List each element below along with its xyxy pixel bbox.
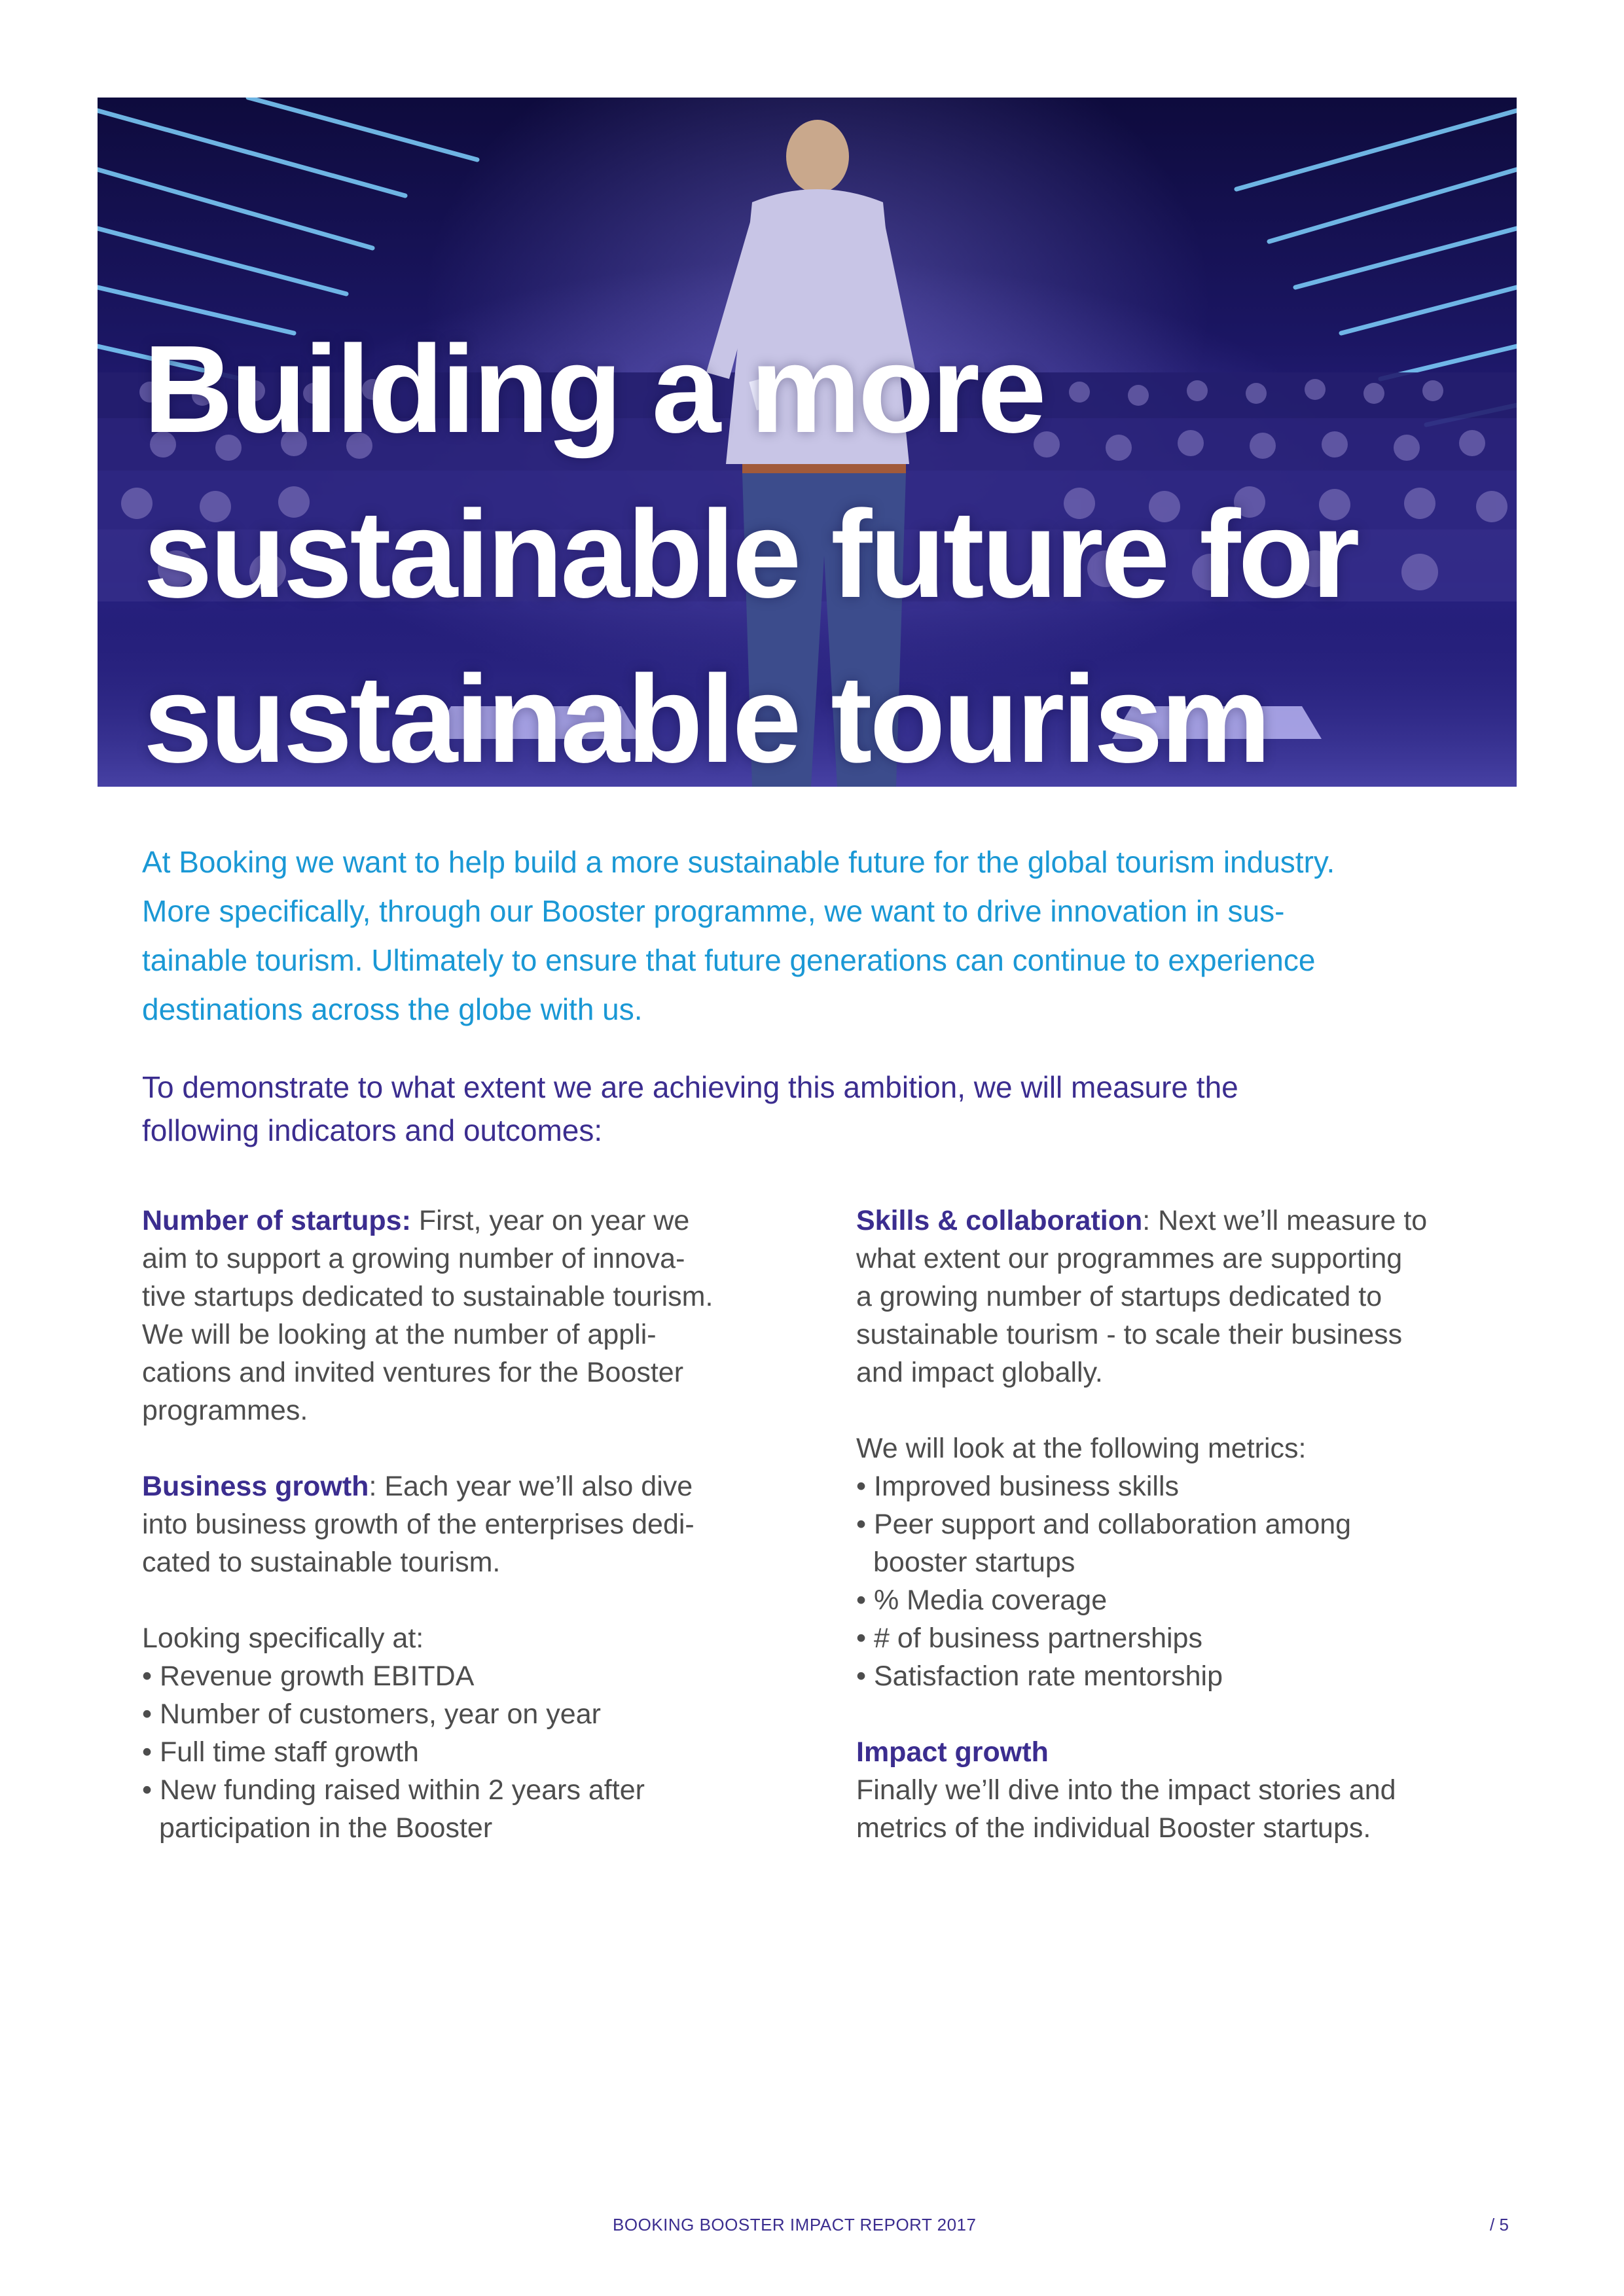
hero-banner (98, 98, 1517, 787)
intro-line: More specifically, through our Booster programme, we want to drive innovation in sus- (142, 894, 1285, 928)
looking-bullet-continuation: participation in the Booster (159, 1812, 493, 1844)
startups-line: aim to support a growing number of innova- (142, 1243, 685, 1274)
metrics-item-continuation: booster startups (873, 1547, 1075, 1578)
intro-line: destinations across the globe with us. (142, 992, 643, 1026)
left-column (142, 1202, 836, 1847)
business-heading: Business growth (142, 1471, 369, 1502)
startups-heading: Number of startups: (142, 1205, 411, 1236)
skills-line: what extent our programmes are supporting (856, 1243, 1403, 1274)
spacer (856, 1695, 1511, 1733)
impact-line: Finally we’ll dive into the impact stories and (856, 1774, 1396, 1806)
skills-line: and impact globally. (856, 1357, 1103, 1388)
skills-line: a growing number of startups dedicated to (856, 1281, 1382, 1312)
startups-line: We will be looking at the number of appli- (142, 1319, 657, 1350)
startups-first-line-text: First, year on year we (410, 1205, 690, 1236)
looking-bullet: • Full time staff growth (142, 1736, 419, 1768)
right-column (856, 1202, 1511, 1847)
metrics-item: • Peer support and collaboration among (856, 1509, 1352, 1540)
metrics-item: • # of business partnerships (856, 1623, 1202, 1654)
lead-paragraph (142, 1066, 1490, 1152)
spacer (142, 1581, 836, 1619)
intro-paragraph (142, 838, 1490, 1034)
metrics-item: • Satisfaction rate mentorship (856, 1660, 1223, 1692)
lead-line: To demonstrate to what extent we are achieving this ambition, we will measure the (142, 1070, 1238, 1104)
metrics-item: • Improved business skills (856, 1471, 1180, 1502)
looking-bullet: • New funding raised within 2 years after (142, 1774, 645, 1806)
business-line: cated to sustainable tourism. (142, 1547, 501, 1578)
hero-title (143, 307, 1505, 787)
business-first-line (142, 1467, 836, 1505)
skills-first-line-text: : Next we’ll measure to (1142, 1205, 1428, 1236)
looking-intro: Looking specifically at: (142, 1623, 424, 1654)
skills-heading: Skills & collaboration (856, 1205, 1143, 1236)
footer-report-title: BOOKING BOOSTER IMPACT REPORT 2017 (613, 2215, 977, 2234)
impact-heading: Impact growth (856, 1736, 1049, 1768)
footer-page-number: / 5 (1490, 2215, 1509, 2234)
looking-bullet: • Number of customers, year on year (142, 1698, 601, 1730)
metrics-item: • % Media coverage (856, 1585, 1108, 1616)
hero-title-line-1: Building a more (143, 320, 1044, 459)
business-line: into business growth of the enterprises dedi- (142, 1509, 695, 1540)
spacer (856, 1391, 1511, 1429)
startups-line: programmes. (142, 1395, 308, 1426)
hero-title-line-3: sustainable tourism (143, 650, 1269, 787)
looking-bullet: • Revenue growth EBITDA (142, 1660, 475, 1692)
spacer (142, 1429, 836, 1467)
startups-line: tive startups dedicated to sustainable tourism. (142, 1281, 713, 1312)
hero-title-line-2: sustainable future for (143, 485, 1358, 624)
metrics-intro: We will look at the following metrics: (856, 1433, 1307, 1464)
startups-first-line (142, 1202, 836, 1240)
skills-line: sustainable tourism - to scale their business (856, 1319, 1403, 1350)
skills-first-line (856, 1202, 1511, 1240)
lead-line: following indicators and outcomes: (142, 1113, 603, 1147)
startups-line: cations and invited ventures for the Booster (142, 1357, 684, 1388)
impact-line: metrics of the individual Booster startups. (856, 1812, 1371, 1844)
intro-line: tainable tourism. Ultimately to ensure that future generations can continue to experience (142, 943, 1316, 977)
business-first-line-text: : Each year we’ll also dive (369, 1471, 693, 1502)
intro-line: At Booking we want to help build a more sustainable future for the global tourism industry. (142, 845, 1335, 879)
